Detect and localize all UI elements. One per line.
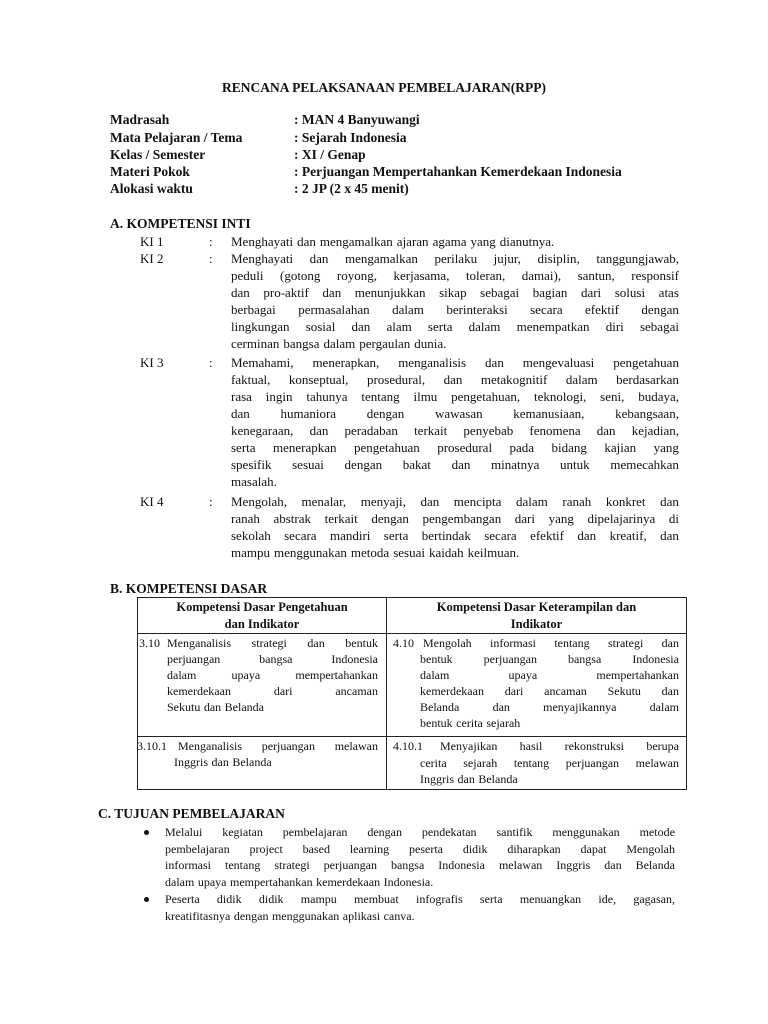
header-value-subject: : Sejarah Indonesia [294, 130, 407, 145]
header-label-class: Kelas / Semester [110, 147, 206, 162]
kd-text-line: bentuk perjuangan bangsa Indonesia [420, 652, 679, 666]
ki-text-line: Mengolah, menalar, menyaji, dan mencipta dalam ranah konkret dan [231, 494, 679, 509]
ki-text-line: berbagai permasalahan dalam berinteraksi secara efektif dengan [231, 302, 679, 317]
kd-number: 4.10.1 [393, 739, 423, 753]
ki-colon: : [209, 251, 213, 266]
section-a-title: A. KOMPETENSI INTI [110, 216, 251, 231]
header-label-topic: Materi Pokok [110, 164, 190, 179]
bullet-dot-icon [144, 830, 149, 835]
ki-colon: : [209, 355, 213, 370]
ki-text-line: kenegaraan, dan peradaban terkait penyebab fenomena dan kejadian, [231, 423, 679, 438]
kd-text-line: Menganalisis strategi dan bentuk [167, 636, 378, 650]
header-label-subject: Mata Pelajaran / Tema [110, 130, 243, 145]
tujuan-text-line: dalam upaya mempertahankan kemerdekaan Indonesia. [165, 875, 434, 889]
tujuan-text-line: informasi tentang strategi perjuangan bangsa Indonesia melawan Inggris dan Belanda [165, 858, 675, 872]
ki-text-line: sekolah secara mandiri serta bertindak secara efektif dan kreatif, dan [231, 528, 679, 543]
kd-text-line: Sekutu dan Belanda [167, 700, 264, 714]
tujuan-text-line: Melalui kegiatan pembelajaran dengan pendekatan santifik menggunakan metode [165, 825, 675, 839]
kd-text-line: perjuangan bangsa Indonesia [167, 652, 378, 666]
table-border-header [137, 633, 687, 634]
kd-text-line: Inggris dan Belanda [420, 772, 518, 786]
ki-text-line: rasa ingin tahunya tentang ilmu pengetahuan, teknologi, seni, budaya, [231, 389, 679, 404]
kd-number: 3.10.1 [137, 739, 167, 753]
ki-text-line: mampu menggunakan metoda sesuai kaidah keilmuan. [231, 545, 520, 560]
table-border-row [137, 736, 687, 737]
kd-text-line: bentuk cerita sejarah [420, 716, 521, 730]
table-border-top [137, 597, 687, 598]
kd-text-line: kemerdekaan dari ancaman [167, 684, 378, 698]
section-b-title: B. KOMPETENSI DASAR [110, 581, 268, 596]
kd-text-line: Mengolah informasi tentang strategi dan [423, 636, 679, 650]
ki-text-line: cerminan bangsa dalam pergaulan dunia. [231, 336, 447, 351]
ki-label: KI 4 [140, 494, 164, 509]
kd-number: 4.10 [393, 636, 414, 650]
ki-label: KI 2 [140, 251, 164, 266]
ki-label: KI 3 [140, 355, 164, 370]
ki-text-line: lingkungan sosial dan alam serta dalam menempatkan diri sebagai [231, 319, 679, 334]
tujuan-text-line: kreatifitasnya dengan menggunakan aplikasi canva. [165, 909, 415, 923]
kd-text-line: kemerdekaan dari ancaman Sekutu dan [420, 684, 679, 698]
header-value-madrasah: : MAN 4 Banyuwangi [294, 112, 420, 127]
ki-text-line: Menghayati dan mengamalkan perilaku jujur, disiplin, tanggungjawab, [231, 251, 679, 266]
kd-text-line: dalam upaya mempertahankan [167, 668, 378, 682]
ki-text-line: Menghayati dan mengamalkan ajaran agama yang dianutnya. [231, 234, 555, 249]
header-value-topic: : Perjuangan Mempertahankan Kemerdekaan Indonesia [294, 164, 622, 179]
header-value-class: : XI / Genap [294, 147, 366, 162]
ki-text-line: dan humaniora dengan wawasan kemanusiaan, kebangsaan, [231, 406, 679, 421]
tujuan-text-line: pembelajaran project based learning peserta didik diharapkan dapat Mengolah [165, 842, 675, 856]
ki-text-line: Memahami, menerapkan, menganalisis dan mengevaluasi pengetahuan [231, 355, 679, 370]
ki-text-line: peduli (gotong royong, kerjasama, toleran, damai), santun, responsif [231, 268, 679, 283]
header-value-time: : 2 JP (2 x 45 menit) [294, 181, 409, 196]
table-border-bottom [137, 789, 687, 790]
ki-label: KI 1 [140, 234, 164, 249]
bullet-dot-icon [144, 897, 149, 902]
kd-text-line: Belanda dan menyajikannya dalam [420, 700, 679, 714]
ki-text-line: ranah abstrak terkait dengan pengembangan dari yang dipelajarinya di [231, 511, 679, 526]
kd-text-line: dalam upaya mempertahankan [420, 668, 679, 682]
ki-colon: : [209, 234, 213, 249]
ki-text-line: serta menerapkan pengetahuan prosedural pada bidang kajian yang [231, 440, 679, 455]
ki-text-line: masalah. [231, 474, 277, 489]
kd-text-line: Menyajikan hasil rekonstruksi berupa [440, 739, 679, 753]
header-label-madrasah: Madrasah [110, 112, 170, 127]
section-c-title: C. TUJUAN PEMBELAJARAN [98, 806, 285, 821]
kd-text-line: Menganalisis perjuangan melawan [178, 739, 378, 753]
table-header-right: Kompetensi Dasar Keterampilan dan [436, 600, 637, 614]
tujuan-text-line: Peserta didik didik mampu membuat infografis serta menuangkan ide, gagasan, [165, 892, 675, 906]
kd-text-line: Inggris dan Belanda [174, 755, 272, 769]
ki-text-line: dan pro-aktif dan menunjukkan sikap sebagai bagian dari solusi atas [231, 285, 679, 300]
header-label-time: Alokasi waktu [110, 181, 193, 196]
table-header-left: dan Indikator [224, 617, 300, 631]
table-header-left: Kompetensi Dasar Pengetahuan [176, 600, 348, 614]
ki-text-line: spesifik sesuai dengan bakat dan minatnya untuk memecahkan [231, 457, 679, 472]
table-border-right [686, 597, 687, 790]
ki-text-line: faktual, konseptual, prosedural, dan metakognitif dalam berdasarkan [231, 372, 679, 387]
kd-number: 3.10 [139, 636, 160, 650]
document-title: RENCANA PELAKSANAAN PEMBELAJARAN(RPP) [222, 80, 546, 95]
kd-text-line: cerita sejarah tentang perjuangan melawan [420, 756, 679, 770]
ki-colon: : [209, 494, 213, 509]
table-header-right: Indikator [510, 617, 563, 631]
